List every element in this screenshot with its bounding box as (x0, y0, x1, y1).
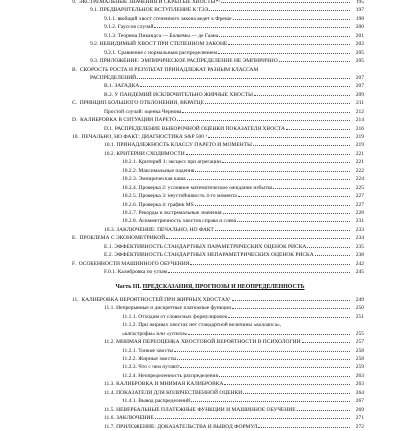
toc-entry-title: 10. ПЕЧАЛЬНО, НО ФАКТ: ДИАГНОСТИКА S&P 500 ¹ (72, 134, 208, 140)
toc-entry-title: 10.2.2. Максимальные падения (122, 167, 195, 174)
toc-entry-title: 9.2.1. Сравнение с нормальным распределением (104, 49, 218, 56)
toc-entry-page: 207 (355, 83, 364, 90)
toc-entry-title: 11. КАЛИБРОВКА ВЕРОЯТНОСТЕЙ ПРИ ЖИРНЫХ ХВОСТАХ¹ (72, 296, 231, 303)
toc-entry-title: 11.4.1. Вывод распределений (122, 398, 190, 405)
toc-entry-page: 228 (355, 209, 364, 216)
toc-entry-title: 11.7. ПРИЛОЖЕНИЕ: ДОКАЗАТЕЛЬСТВА И ВЫВОД ФОРМУЛ (104, 423, 258, 430)
part-title-prefix: Часть III. (115, 284, 142, 291)
toc-entry[interactable] (0, 116, 420, 124)
toc-entry-page: 212 (355, 108, 364, 115)
toc-entry[interactable] (0, 217, 420, 225)
toc-entry-page: 263 (355, 381, 364, 388)
toc-leader-dots (187, 179, 350, 180)
toc-leader-dots (186, 154, 350, 155)
part-title (0, 279, 420, 296)
toc-entry-page: 227 (355, 193, 364, 200)
toc-entry-title: C. ПРИНЦИП БОЛЬШОГО ОТКЛОНЕНИЯ, ВКРАТЦЕ (72, 100, 204, 107)
toc-entry-page: 227 (355, 201, 364, 208)
toc-leader-dots (137, 78, 350, 79)
toc-leader-dots (174, 351, 350, 352)
toc-entry-page: 198 (355, 15, 364, 22)
toc-entry[interactable] (0, 313, 420, 321)
toc-entry-title: 10.1. ПРИНАДЛЕЖНОСТЬ КЛАССУ ПАРЕТО И МОМЕНТЫ (104, 142, 252, 149)
toc-leader-dots (302, 342, 350, 343)
toc-entry-title: 10.2.1. Критерий 1: эксцесс при агрегации (122, 159, 221, 166)
toc-entry[interactable] (0, 201, 420, 209)
toc-entry-page: 250 (355, 305, 364, 312)
toc-entry[interactable] (0, 40, 420, 48)
toc-entry-page: 242 (355, 260, 364, 267)
toc-entry[interactable] (0, 91, 420, 99)
toc-entry[interactable] (0, 226, 420, 234)
toc-leader-dots (223, 213, 350, 214)
toc-leader-dots (180, 367, 350, 368)
toc-entry-title: 11.2.4. Неопределенность распределения (122, 372, 218, 379)
toc-entry-page: 245 (355, 269, 364, 275)
toc-entry-title: 9.2. НЕВИДИМЫЙ ХВОСТ ПРИ СТЕПЕННОМ ЗАКОНЕ (90, 41, 228, 48)
toc-entry-page: 224 (355, 176, 364, 183)
toc-leader-dots (177, 120, 350, 121)
toc-entry-title: E.1. ЭФФЕКТИВНОСТЬ СТАНДАРТНЫХ ПАРАМЕТРИЧЕСКИХ ОЦЕНОК РИСКА (104, 243, 307, 250)
toc-entry-title: 11.1.2. При жирных хвостах нет стандартной величины «коллапса», (122, 322, 282, 329)
toc-entry[interactable] (0, 66, 420, 74)
toc-entry[interactable] (0, 57, 420, 65)
toc-leader-dots (253, 145, 350, 146)
toc-entry-page: 216 (355, 125, 364, 132)
toc-entry[interactable] (0, 23, 420, 31)
toc-leader-dots (219, 376, 350, 377)
toc-leader-dots (228, 317, 350, 318)
toc-entry[interactable] (0, 82, 420, 90)
toc-entry[interactable] (0, 414, 420, 422)
toc-entry[interactable] (0, 108, 420, 116)
toc-leader-dots (215, 230, 350, 231)
toc-entry-title: E.2. ЭФФЕКТИВНОСТЬ СТАНДАРТНЫХ НЕПАРАМЕТРИЧЕСКИХ ОЦЕНОК РИСКА (104, 252, 314, 259)
toc-leader-dots (297, 410, 350, 411)
toc-entry[interactable] (0, 243, 420, 251)
toc-entry-page: 214 (355, 117, 364, 124)
toc-entry-title: F. ОСОБЕННОСТИ МАШИННОГО ОБУЧЕНИЯ (72, 260, 190, 267)
toc-entry-title: 9.3. ПРИЛОЖЕНИЕ: ЭМПИРИЧЕСКОЕ РАСПРЕДЕЛЕНИЕ НЕ ЭМПИРИЧНО (90, 58, 278, 65)
toc-leader-dots (191, 401, 350, 402)
toc-entry-page: 202 (355, 41, 364, 48)
toc-leader-dots (195, 205, 350, 206)
toc-entry[interactable] (0, 304, 420, 312)
toc-leader-dots (238, 196, 350, 197)
toc-entry[interactable] (0, 363, 420, 371)
toc-entry[interactable] (0, 133, 420, 141)
toc-entry-title: B. СКОРОСТЬ РОСТА И РЕЗУЛЬТАТ ПРИНАДЛЕЖАТ РАЗНЫМ КЛАССАМ (72, 66, 259, 73)
toc-entry[interactable] (0, 251, 420, 259)
toc-entry-title: 11.1.1. Отходим от словесных формулировок (122, 313, 228, 320)
toc-leader-dots (168, 272, 350, 273)
toc-entry-page: 271 (355, 415, 364, 422)
toc-entry[interactable] (0, 141, 420, 149)
toc-leader-dots (190, 264, 350, 265)
toc-entry-title: D. КАЛИБРОВКА В СИТУАЦИИ ПАРЕТО (72, 117, 177, 124)
toc-entry-title: 11.1. Непрерывные и дискретные платежные функции (104, 305, 232, 312)
toc-entry-title: 10.2.5. Проверка 3: неустойчивость 4-го момента (122, 193, 237, 200)
toc-leader-dots (205, 103, 350, 104)
toc-leader-dots (233, 19, 350, 20)
toc-entry-page: 209 (355, 91, 364, 98)
toc-entry-page: 205 (355, 49, 364, 56)
toc-leader-dots (208, 137, 350, 138)
toc-entry-page: 234 (355, 235, 364, 242)
toc-entry-page: 264 (355, 389, 364, 396)
toc-entry-page: 257 (355, 339, 364, 346)
toc-leader-dots (273, 188, 350, 189)
toc-entry[interactable] (0, 372, 420, 380)
toc-entry[interactable] (0, 296, 420, 304)
toc-entry[interactable] (0, 167, 420, 175)
toc-entry-title: Простой случай: оценка Чернова (104, 108, 182, 115)
toc-entry-title: 10.2. КРИТЕРИИ СХОДИМОСТИ (104, 150, 185, 157)
toc-entry-page: 219 (355, 134, 364, 140)
toc-entry-title: E. ПРОБЛЕМА С ЭКОНОМЕТРИКОЙ (72, 235, 166, 242)
toc-entry-title: 10.3. ЗАКЛЮЧЕНИЕ: ПЕЧАЛЬНО, НО ФАКТ (104, 226, 214, 233)
toc-entry-page: 235 (355, 243, 364, 250)
toc-leader-dots (195, 171, 350, 172)
toc-entry[interactable] (0, 380, 420, 388)
toc-entry-title: 11.2.3. Что с чем путают (122, 364, 180, 371)
toc-entry[interactable] (0, 406, 420, 414)
toc-entry-title: 9.1.3. Теорема Пикандса — Балкемы — де Гаана (104, 32, 219, 39)
toc-entry[interactable] (0, 338, 420, 346)
toc-leader-dots (140, 86, 350, 87)
toc-entry-page: 197 (355, 7, 364, 14)
toc-entry[interactable] (0, 423, 420, 431)
toc-leader-dots (286, 129, 350, 130)
toc-entry-page: 259 (355, 364, 364, 371)
toc-entry-title: 11.2.1. Тонкие хвосты (122, 347, 174, 354)
toc-entry-title: D.1. РАСПРЕДЕЛЕНИЕ ВЫБОРОЧНОЙ ОЦЕНКИ ПОКАЗАТЕЛЯ ХВОСТА (104, 125, 285, 132)
toc-entry-page: 207 (355, 74, 364, 81)
toc-entry-page: 211 (355, 100, 364, 107)
toc-entry-page: 251 (355, 313, 364, 320)
toc-entry[interactable] (0, 32, 420, 40)
toc-entry-title: 10.2.7. Рекорды и экстремальные значения (122, 209, 222, 216)
toc-leader-dots (166, 238, 350, 239)
toc-leader-dots (243, 393, 350, 394)
toc-section-after (0, 296, 420, 431)
toc-entry-page: 200 (355, 24, 364, 31)
toc-entry-page: 269 (355, 406, 364, 413)
toc-entry-page: 238 (355, 252, 364, 259)
toc-entry[interactable] (0, 125, 420, 133)
toc-entry-page: 233 (355, 226, 364, 233)
toc-entry[interactable] (0, 397, 420, 405)
toc-entry[interactable] (0, 15, 420, 23)
toc-leader-dots (279, 61, 350, 62)
toc-entry-title: 9.1.2. Гауссов случай (104, 24, 154, 31)
toc-entry-page: 255 (355, 330, 364, 337)
toc-entry-page: 267 (355, 398, 364, 405)
toc-entry[interactable] (0, 347, 420, 355)
toc-leader-dots (188, 334, 350, 335)
toc-entry-page: 272 (355, 423, 364, 430)
toc-entry[interactable] (0, 175, 420, 183)
toc-entry-page: 219 (355, 142, 364, 149)
toc-leader-dots (224, 384, 350, 385)
toc-entry-title: 11.6. ЗАКЛЮЧЕНИЕ (104, 415, 154, 422)
toc-leader-dots (228, 44, 350, 45)
toc-entry-title: 9.1. ПРЕДВАРИТЕЛЬНОЕ ВСТУПЛЕНИЕ К ТЭЭ (90, 7, 209, 14)
toc-leader-dots (155, 418, 350, 419)
toc-entry-title: РАСПРЕДЕЛЕНИЙ (90, 74, 137, 81)
toc-entry-title: «катастрофы» или «успеха» (122, 330, 188, 337)
toc-entry-title: B.2. У ПАНДЕМИЙ ИСКЛЮЧИТЕЛЬНО ЖИРНЫЕ ХВОСТЫ (104, 91, 253, 98)
toc-leader-dots (315, 255, 350, 256)
toc-leader-dots (258, 427, 350, 428)
toc-entry-title: 10.2.4. Проверка 2: условное математическое ожидание избытка (122, 184, 273, 191)
toc-entry[interactable] (0, 355, 420, 363)
toc-leader-dots (177, 359, 350, 360)
toc-entry-title: F.0.1. Калибровка по углам (104, 269, 168, 275)
toc-entry-page: 221 (355, 150, 364, 157)
toc-entry-page: 195 (355, 0, 364, 5)
toc-entry-title: 10.2.3. Эмпирическая каша (122, 176, 186, 183)
toc-entry-title: 10.2.6. Проверка 4: график MS (122, 201, 194, 208)
toc-entry[interactable] (0, 99, 420, 107)
toc-leader-dots (237, 221, 350, 222)
toc-entry[interactable] (0, 150, 420, 158)
toc-entry-page: 221 (355, 159, 364, 166)
toc-leader-dots (154, 27, 350, 28)
toc-entry[interactable] (0, 74, 420, 82)
toc-entry[interactable] (0, 268, 420, 276)
toc-leader-dots (222, 162, 350, 163)
toc-entry[interactable] (0, 389, 420, 397)
toc-entry-title: 9. ЭКСТРЕМАЛЬНЫЕ ЗНАЧЕНИЯ И СКРЫТЫЕ ХВОСТЫ*¹ (72, 0, 220, 5)
toc-leader-dots (232, 308, 350, 309)
toc-leader-dots (219, 36, 350, 37)
toc-entry[interactable] (0, 184, 420, 192)
toc-entry-title: 11.2. МНИМАЯ ПЕРЕОЦЕНКА ХВОСТОВОЙ ВЕРОЯТНОСТИ В ПСИХОЛОГИИ (104, 339, 301, 346)
toc-entry[interactable] (0, 330, 420, 338)
toc-entry[interactable] (0, 321, 420, 329)
toc-leader-dots (307, 247, 350, 248)
toc-entry[interactable] (0, 158, 420, 166)
toc-leader-dots (232, 300, 350, 301)
toc-entry-title: 11.5. НЕВЕРБАЛЬНЫЕ ПЛАТЕЖНЫЕ ФУНКЦИИ И МАШИННОЕ ОБУЧЕНИЕ (104, 406, 296, 413)
toc-leader-dots (209, 10, 350, 11)
toc-entry[interactable] (0, 209, 420, 217)
part-title-text: ПРЕДСКАЗАНИЯ, ПРОГНОЗЫ И НЕОПРЕДЕЛЕННОСТЬ (142, 284, 305, 291)
toc-entry-title: 11.4. ПОКАЗАТЕЛИ ДЛЯ КОЛИЧЕСТВЕННОЙ ОЦЕНКИ (104, 389, 243, 396)
toc-entry[interactable] (0, 6, 420, 14)
toc-entry-title: 9.1.1. జобщий хвост степенного закона ведет к Фреше (104, 15, 232, 22)
toc-entry[interactable] (0, 234, 420, 242)
toc-entry-title: 10.2.8. Асимметричность хвостов справа и слева (122, 218, 237, 225)
toc-entry[interactable] (0, 49, 420, 57)
toc-leader-dots (221, 2, 350, 3)
toc-entry-page: 231 (355, 218, 364, 225)
toc-leader-dots (254, 95, 350, 96)
toc-entry-page: 263 (355, 372, 364, 379)
toc-leader-dots (218, 53, 350, 54)
toc-entry-title: 11.3. КАЛИБРОВКА И МНИМАЯ КАЛИБРОВКА (104, 381, 224, 388)
toc-entry-page: 258 (355, 356, 364, 362)
toc-entry-page: 249 (355, 296, 364, 303)
toc-entry-page: 201 (355, 32, 364, 39)
toc-entry[interactable] (0, 260, 420, 268)
toc-entry-title: B.1. ЗАГАДКА (104, 83, 140, 90)
toc-entry-page: 205 (355, 58, 364, 65)
toc-entry[interactable] (0, 192, 420, 200)
toc-entry-page: 222 (355, 167, 364, 174)
toc-leader-dots (182, 112, 350, 113)
toc-entry-title: 11.2.2. Жирные хвосты (122, 356, 177, 362)
toc-entry-page: 225 (355, 184, 364, 191)
toc-entry-page: 258 (355, 347, 364, 354)
